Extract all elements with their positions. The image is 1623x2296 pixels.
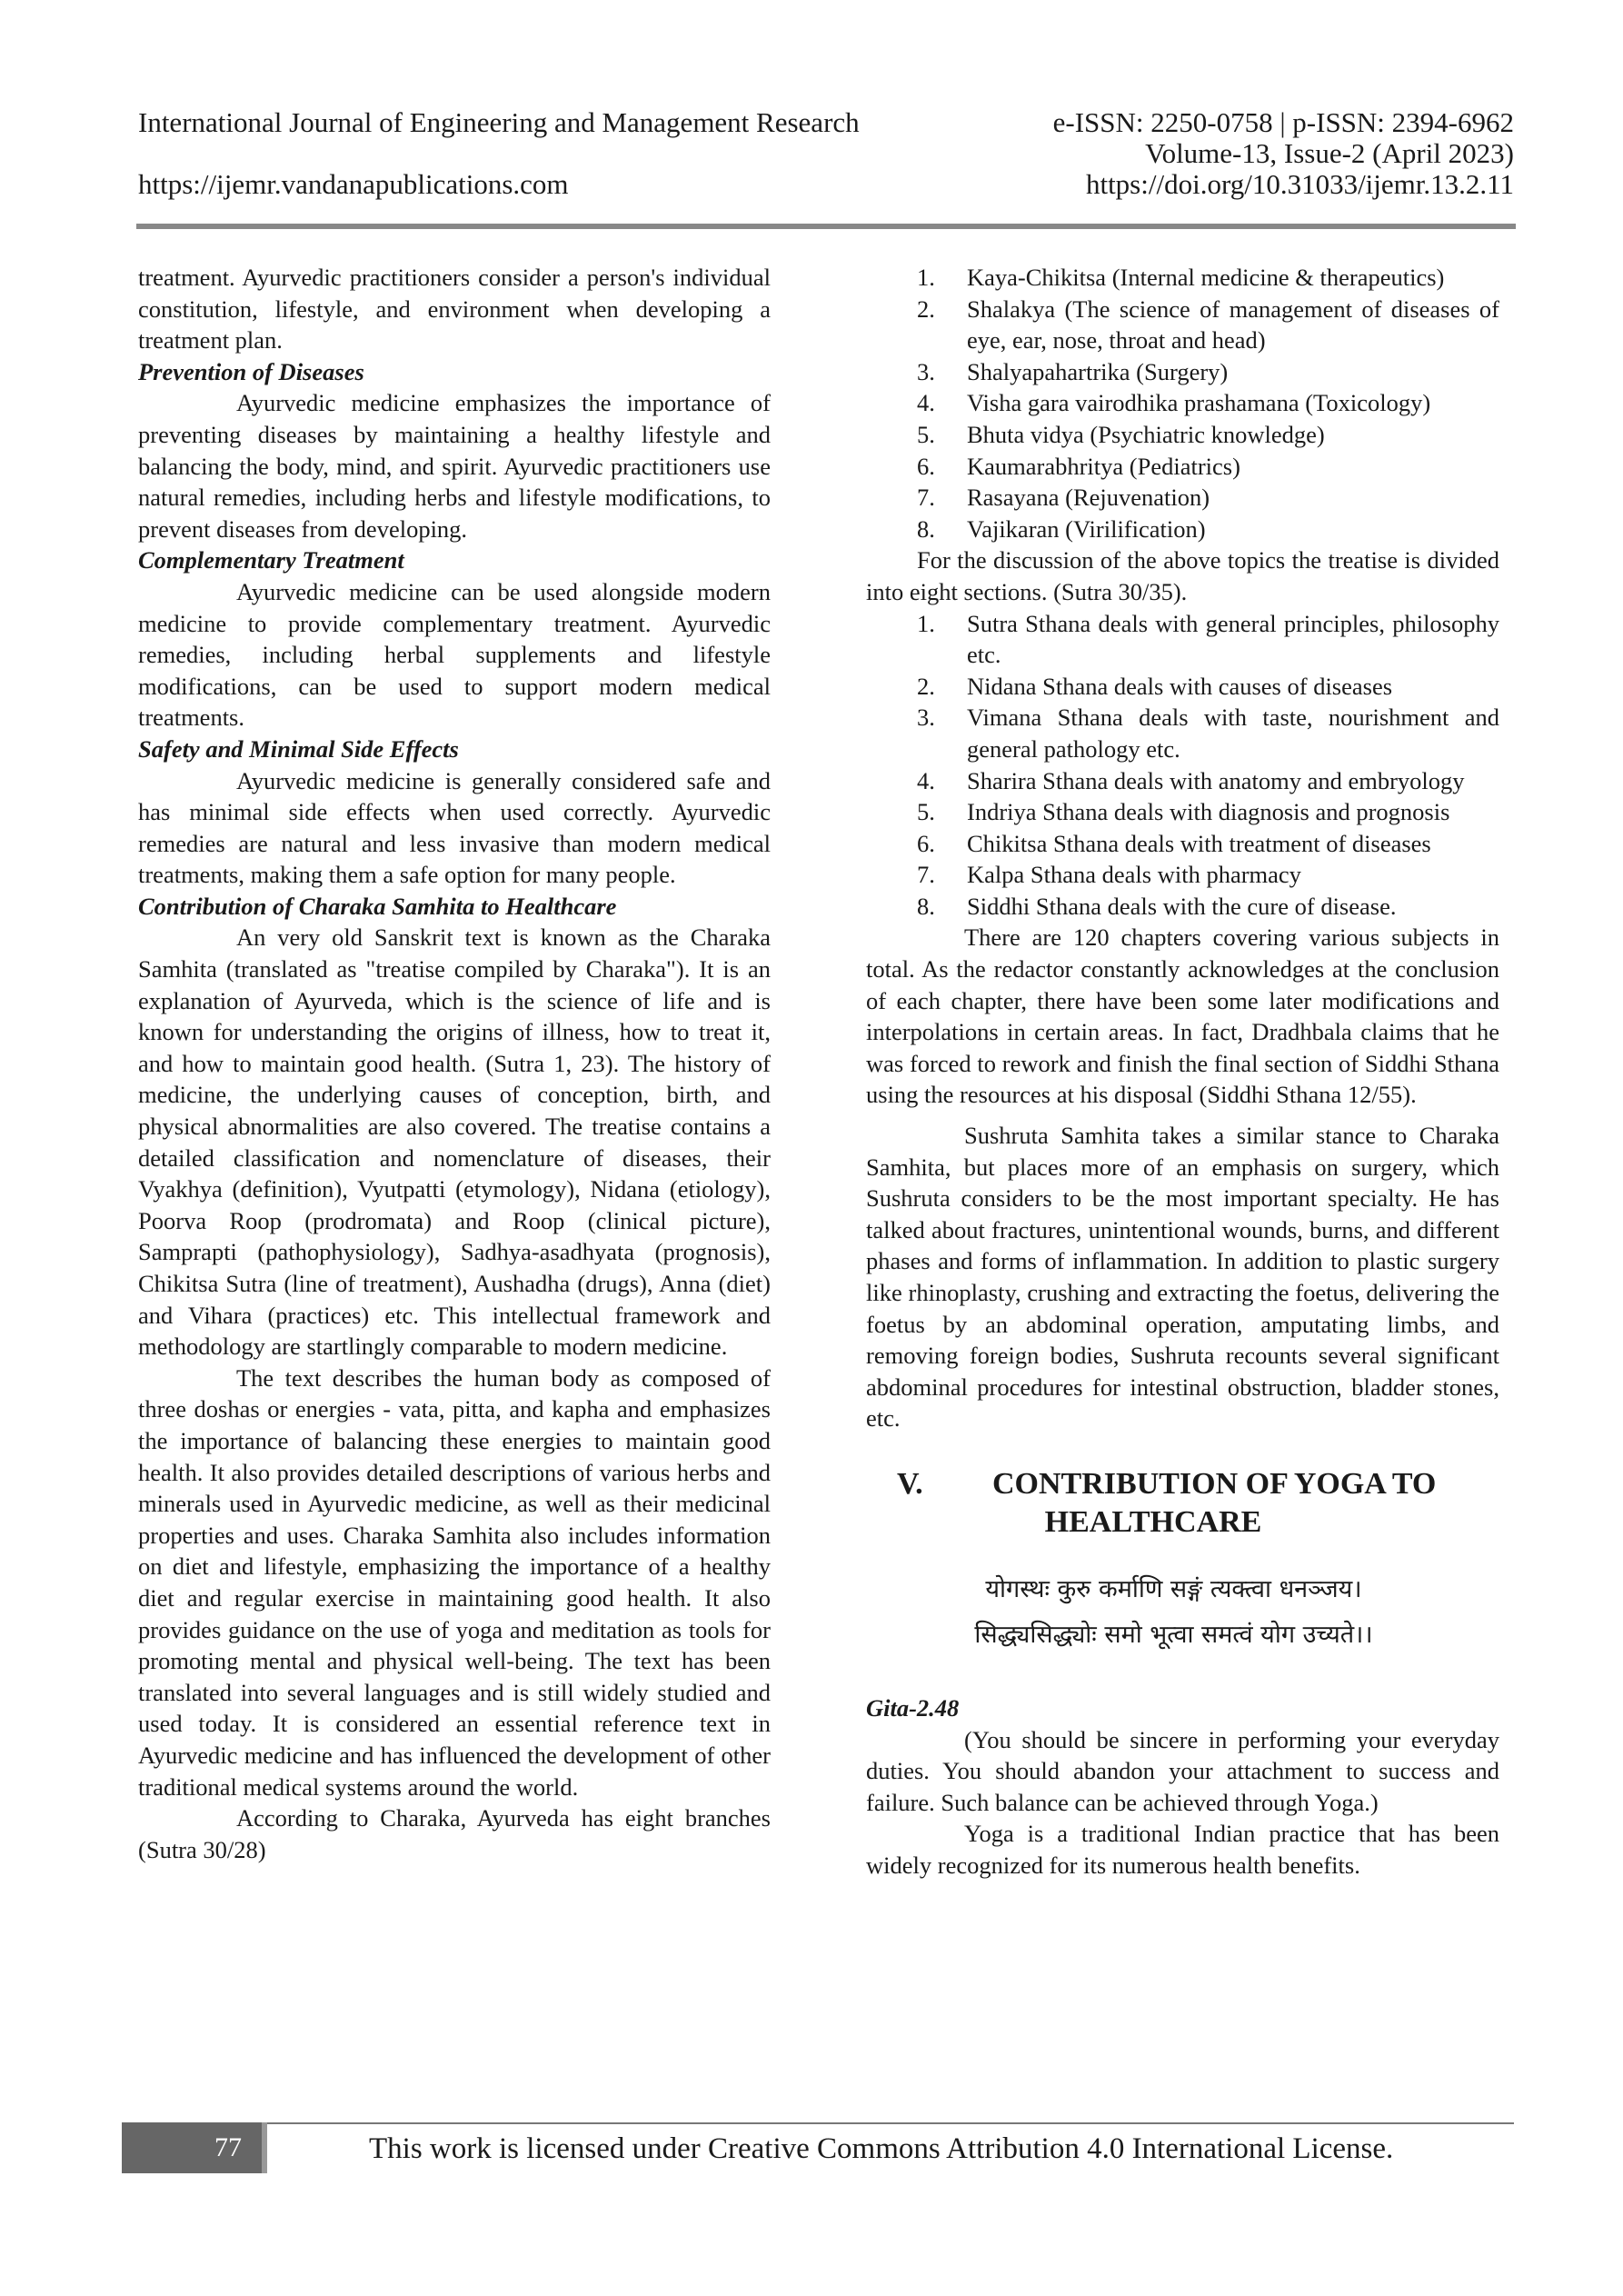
list-item: 8. Siddhi Sthana deals with the cure of disease. — [917, 892, 1397, 920]
verse-line: योगस्थः कुरु कर्माणि सङ्गं त्यक्त्वा धनञ्जय। — [985, 1574, 1362, 1603]
paragraph: For the discussion of the above topics the treatise is divided into eight sections. (Sutra 30/35). — [866, 546, 1499, 605]
list-item: 7. Rasayana (Rejuvenation) — [917, 484, 1210, 512]
subheading-safety: Safety and Minimal Side Effects — [138, 734, 459, 763]
paragraph: Ayurvedic medicine is generally considered safe and has minimal side effects when used correctly. Ayurvedic remedies are natural and less invasive than modern medical treatments, making them a safe option for many people. — [138, 766, 771, 889]
paragraph: Ayurvedic medicine emphasizes the importance of preventing diseases by maintaining a healthy lifestyle and balancing the body, mind, and spirit. Ayurvedic practitioners use natural remedies, including herbs and lifestyle modifications, to prevent diseases from developing. — [138, 389, 771, 543]
left-column — [138, 262, 771, 1865]
sections-list — [866, 608, 1499, 923]
footer-rule — [122, 2122, 1514, 2124]
right-column — [866, 262, 1499, 1882]
list-item: 1. Sutra Sthana deals with general principles, philosophy etc. — [917, 609, 1499, 669]
verse-line: सिद्ध्यसिद्ध्योः समो भूत्वा समत्वं योग उच्यते।। — [974, 1620, 1373, 1649]
section-title-line: HEALTHCARE — [1044, 1504, 1262, 1539]
gita-reference: Gita-2.48 — [866, 1693, 960, 1722]
subheading-charaka: Contribution of Charaka Samhita to Healthcare — [138, 892, 617, 920]
sanskrit-verse — [866, 1567, 1499, 1658]
list-item: 4. Sharira Sthana deals with anatomy and embryology — [917, 766, 1465, 794]
section-number: V. — [897, 1466, 923, 1501]
list-item: 3. Vimana Sthana deals with taste, nourishment and general pathology etc. — [917, 704, 1499, 763]
subheading-prevention: Prevention of Diseases — [138, 357, 364, 385]
page-number-box — [122, 2122, 267, 2173]
paragraph: Sushruta Samhita takes a similar stance to Charaka Samhita, but places more of an emphasis on surgery, which Sushruta considers to be the most important specialty. He has talked about fractures, unintentional wounds, burns, and different phases and forms of inflammation. In addition to plastic surgery like rhinoplasty, crushing and extracting the foetus, delivering the foetus by an abdominal operation, amputating limbs, and removing foreign bodies, Sushruta recounts several significant abdominal procedures for intestinal obstruction, bladder stones, etc. — [866, 1122, 1499, 1433]
issn: e-ISSN: 2250-0758 | p-ISSN: 2394-6962 — [1052, 106, 1514, 138]
license-text: This work is licensed under Creative Commons Attribution 4.0 International License. — [369, 2132, 1394, 2165]
journal-name: International Journal of Engineering and Management Research — [138, 106, 860, 138]
paragraph: treatment. Ayurvedic practitioners consider a person's individual constitution, lifestyle, and environment when developing a treatment plan. — [138, 264, 771, 354]
list-item: 7. Kalpa Sthana deals with pharmacy — [917, 861, 1301, 889]
header-rule — [136, 224, 1516, 229]
list-item: 3. Shalyapahartrika (Surgery) — [917, 357, 1229, 385]
paragraph: Yoga is a traditional Indian practice that has been widely recognized for its numerous health benefits. — [866, 1820, 1499, 1879]
doi-link[interactable]: https://doi.org/10.31033/ijemr.13.2.11 — [1085, 168, 1514, 200]
journal-url[interactable]: https://ijemr.vandanapublications.com — [138, 168, 569, 200]
paragraph: The text describes the human body as composed of three doshas or energies - vata, pitta, and kapha and emphasizes the importance of balancing these energies to maintain good health. It also provides detailed descriptions of various herbs and minerals used in Ayurvedic medicine, as well as their medicinal properties and uses. Charaka Samhita also includes information on diet and lifestyle, emphasizing the importance of a healthy diet and regular exercise in maintaining good health. It also provides guidance on the use of yoga and meditation as tools for promoting mental and physical well-being. The text has been translated into several languages and is still widely studied and used today. It is considered an essential reference text in Ayurvedic medicine and has influenced the development of other traditional medical systems around the world. — [138, 1363, 771, 1801]
page-header — [138, 107, 1514, 200]
list-item: 6. Kaumarabhritya (Pediatrics) — [917, 452, 1240, 480]
branches-list — [866, 262, 1499, 544]
paragraph: (You should be sincere in performing your everyday duties. You should abandon your attachment to success and failure. Such balance can be achieved through Yoga.) — [866, 1725, 1499, 1816]
paragraph: Ayurvedic medicine can be used alongside modern medicine to provide complementary treatment. Ayurvedic remedies, including herbal supplements and lifestyle modifications, can be used to support modern medical treatments. — [138, 577, 771, 732]
list-item: 5. Bhuta vidya (Psychiatric knowledge) — [917, 420, 1325, 448]
list-item: 2. Shalakya (The science of management of diseases of eye, ear, nose, throat and head) — [917, 294, 1499, 354]
section-heading — [866, 1465, 1499, 1542]
list-item: 6. Chikitsa Sthana deals with treatment of diseases — [917, 829, 1431, 857]
list-item: 5. Indriya Sthana deals with diagnosis and prognosis — [917, 798, 1450, 826]
list-item: 4. Visha gara vairodhika prashamana (Toxicology) — [917, 389, 1431, 417]
list-item: 1. Kaya-Chikitsa (Internal medicine & therapeutics) — [917, 264, 1445, 291]
paragraph: According to Charaka, Ayurveda has eight branches (Sutra 30/28) — [138, 1804, 771, 1863]
subheading-complementary: Complementary Treatment — [138, 546, 404, 574]
page-number: 77 — [214, 2132, 242, 2162]
list-item: 8. Vajikaran (Virilification) — [917, 514, 1206, 543]
section-title-line: CONTRIBUTION OF YOGA TO — [992, 1466, 1437, 1501]
volume-info: Volume-13, Issue-2 (April 2023) — [1145, 137, 1514, 169]
paragraph: An very old Sanskrit text is known as the Charaka Samhita (translated as "treatise compiled by Charaka"). It is an explanation of Ayurveda, which is the science of life and is known for understanding the origins of illness, how to treat it, and how to maintain good health. (Sutra 1, 23). The history of medicine, the underlying causes of conception, birth, and physical abnormalities are also covered. The treatise contains a detailed classification and nomenclature of diseases, their Vyakhya (definition), Vyutpatti (etymology), Nidana (etiology), Poorva Roop (prodromata) and Roop (clinical picture), Samprapti (pathophysiology), Sadhya-asadhyata (prognosis), Chikitsa Sutra (line of treatment), Aushadha (drugs), Anna (diet) and Vihara (practices) etc. This intellectual framework and methodology are startlingly comparable to modern medicine. — [138, 923, 771, 1361]
paragraph: There are 120 chapters covering various subjects in total. As the redactor constantly acknowledges at the conclusion of each chapter, there have been some later modifications and interpolations in certain areas. In fact, Dradhbala claims that he was forced to rework and finish the final section of Siddhi Sthana using the resources at his disposal (Siddhi Sthana 12/55). — [866, 923, 1499, 1109]
list-item: 2. Nidana Sthana deals with causes of diseases — [917, 672, 1393, 700]
